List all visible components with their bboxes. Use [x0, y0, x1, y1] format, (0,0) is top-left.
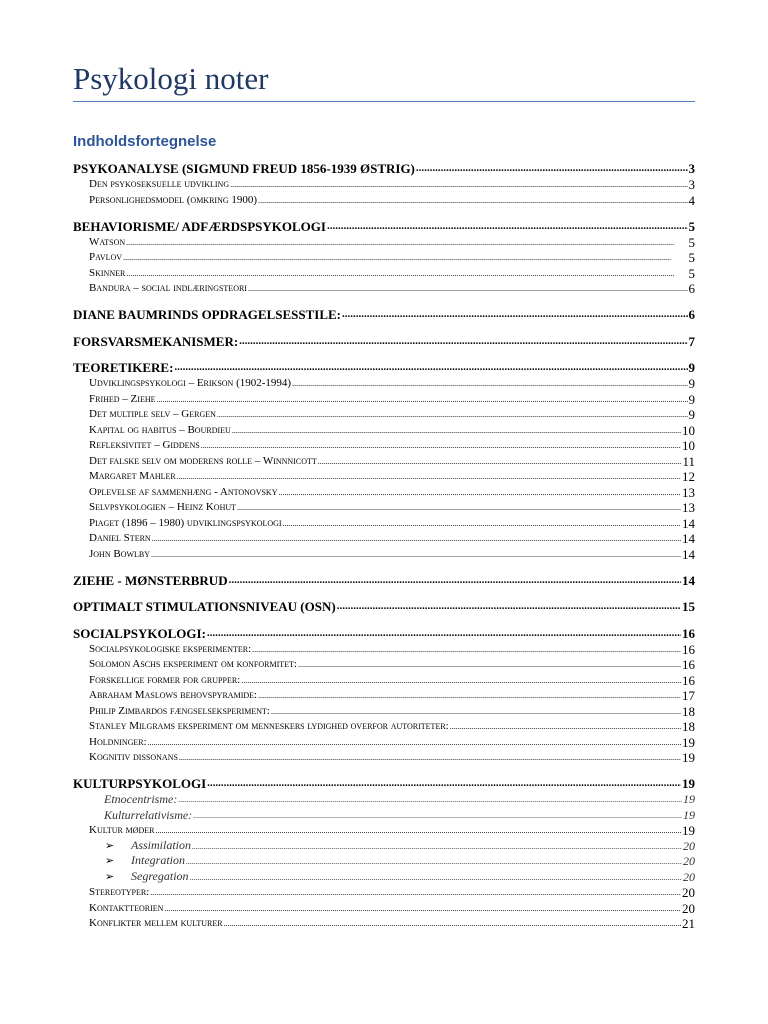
arrow-bullet-icon: ➢	[105, 839, 115, 852]
toc-entry[interactable]	[73, 500, 695, 516]
dot-leader	[179, 750, 681, 766]
toc-entry-title	[89, 177, 229, 193]
toc-page-number: 20	[683, 854, 695, 868]
toc-entry-title	[104, 792, 177, 808]
toc-entry-text: Watson	[89, 235, 126, 248]
dot-leader	[177, 469, 681, 485]
toc-entry-text: OPTIMALT STIMULATIONSNIVEAU (OSN)	[73, 599, 336, 614]
toc-entry[interactable]	[73, 531, 695, 547]
dot-leader	[148, 735, 681, 751]
toc-page-number: 14	[682, 531, 695, 546]
toc-page-number: 15	[682, 599, 695, 614]
toc-page-number: 4	[688, 192, 695, 208]
toc-entry-title	[73, 306, 341, 323]
document-title: Psykologi noter	[73, 61, 269, 96]
toc-entry-text: Piaget (1896 – 1980) udviklingspsykologi	[89, 516, 282, 529]
toc-entry-title	[89, 454, 317, 470]
toc-entry[interactable]	[73, 870, 695, 886]
toc-entry-text: SOCIALPSYKOLOGI:	[73, 625, 206, 641]
toc-heading: Indholdsfortegnelse	[73, 133, 217, 150]
toc-entry[interactable]	[73, 642, 695, 658]
toc-entry-title	[73, 572, 228, 589]
dot-leader	[224, 916, 681, 932]
toc-entry[interactable]	[73, 235, 695, 251]
toc-entry-title	[89, 250, 122, 266]
toc-entry[interactable]	[73, 719, 695, 735]
toc-entry-text: KULTURPSYKOLOGI	[73, 776, 207, 791]
toc-page-number: 16	[682, 625, 695, 641]
dot-leader	[164, 901, 681, 917]
toc-entry[interactable]	[73, 704, 695, 720]
toc-entry-text: Oplevelse af sammenhæng - Antonovsky	[89, 485, 278, 498]
dot-leader	[126, 235, 687, 251]
toc-page-number: 19	[682, 734, 695, 750]
toc-entry[interactable]	[73, 485, 695, 501]
toc-entry-title	[89, 266, 125, 282]
toc-entry[interactable]	[73, 266, 695, 282]
toc-entry-title	[89, 281, 247, 297]
dot-leader	[217, 407, 688, 423]
dot-leader	[123, 250, 687, 266]
toc-entry-text: Philip Zimbardos fængselseksperiment:	[89, 704, 270, 717]
toc-entry-title	[89, 704, 270, 720]
toc-entry-text: Segregation	[131, 868, 189, 883]
arrow-bullet-icon: ➢	[105, 870, 115, 883]
table-of-contents	[73, 160, 695, 932]
toc-entry[interactable]	[73, 376, 695, 392]
dot-leader	[151, 547, 681, 563]
toc-entry-title	[89, 438, 200, 454]
toc-entry-text: Daniel Stern	[89, 532, 151, 544]
toc-entry[interactable]	[73, 625, 695, 642]
toc-page-number: 14	[682, 572, 695, 588]
toc-page-number: 9	[688, 360, 695, 375]
dot-leader	[174, 357, 687, 376]
toc-entry-text: Holdninger:	[89, 735, 147, 748]
toc-entry-title	[105, 853, 185, 870]
toc-entry-text: Konflikter mellem kulturer	[89, 917, 223, 929]
toc-entry-title	[89, 407, 216, 423]
toc-entry-text: Den psykoseksuelle udvikling	[89, 178, 230, 190]
toc-page-number: 5	[688, 234, 695, 250]
toc-entry-text: Forskellige former for grupper:	[89, 673, 241, 686]
dot-leader	[283, 516, 681, 532]
toc-page-number: 9	[688, 376, 695, 391]
toc-page-number: 5	[688, 265, 695, 281]
toc-page-number: 9	[688, 407, 695, 422]
toc-entry[interactable]	[73, 250, 695, 266]
toc-entry-title	[89, 376, 291, 392]
arrow-bullet-icon: ➢	[105, 855, 115, 867]
dot-leader	[157, 392, 688, 408]
toc-page-number: 6	[688, 307, 695, 322]
toc-entry-title	[73, 160, 415, 177]
toc-entry-text: Integration	[131, 853, 185, 867]
dot-leader	[327, 216, 688, 235]
toc-page-number: 18	[682, 719, 695, 734]
toc-page-number: 19	[682, 776, 695, 791]
toc-entry[interactable]	[73, 469, 695, 485]
dot-leader	[232, 423, 681, 439]
toc-entry-text: John Bowlby	[89, 547, 151, 560]
toc-entry-text: Kultur møder	[89, 824, 155, 836]
toc-page-number: 5	[688, 218, 695, 234]
dot-leader	[342, 304, 688, 323]
toc-page-number: 19	[683, 807, 695, 822]
toc-page-number: 3	[688, 161, 695, 176]
toc-page-number: 20	[682, 885, 695, 900]
toc-page-number: 16	[682, 672, 695, 688]
toc-entry-title	[73, 625, 206, 642]
dot-leader	[450, 719, 681, 735]
toc-entry-title	[89, 485, 277, 501]
toc-entry-text: Bandura – social indlæringsteori	[89, 282, 247, 294]
dot-leader	[207, 623, 681, 642]
dot-leader	[192, 838, 682, 855]
dot-leader	[252, 642, 681, 658]
toc-entry-text: Kapital og habitus – Bourdieu	[89, 423, 231, 436]
toc-entry[interactable]	[73, 160, 695, 177]
toc-entry-text: Det falske selv om moderens rolle – Winnnicott	[89, 454, 317, 467]
toc-entry[interactable]	[73, 823, 695, 839]
toc-entry-title	[89, 916, 223, 932]
toc-page-number: 19	[682, 823, 695, 838]
toc-entry[interactable]	[73, 839, 695, 855]
toc-page-number: 10	[682, 438, 695, 453]
toc-entry[interactable]	[73, 750, 695, 766]
toc-entry-text: DIANE BAUMRINDS OPDRAGELSESSTILE:	[73, 307, 341, 322]
dot-leader	[337, 596, 681, 615]
toc-entry-text: Kulturrelativisme:	[104, 807, 193, 822]
toc-entry[interactable]	[73, 673, 695, 689]
toc-entry[interactable]	[73, 407, 695, 423]
toc-entry-text: Stereotyper:	[89, 886, 150, 898]
toc-entry-title	[73, 218, 326, 235]
toc-page-number: 10	[682, 422, 695, 438]
dot-leader	[318, 454, 682, 470]
toc-entry-text: Margaret Mahler	[89, 470, 176, 482]
toc-entry-text: BEHAVIORISME/ ADFÆRDSPSYKOLOGI	[73, 218, 326, 234]
toc-page-number: 16	[682, 657, 695, 672]
toc-entry-text: Socialpsykologiske eksperimenter:	[89, 642, 252, 655]
toc-entry[interactable]	[73, 792, 695, 808]
toc-entry[interactable]	[73, 218, 695, 235]
dot-leader	[271, 704, 681, 720]
dot-leader	[292, 376, 687, 392]
dot-leader	[239, 331, 687, 350]
toc-page-number: 16	[682, 641, 695, 657]
toc-page-number: 14	[682, 515, 695, 531]
dot-leader	[230, 177, 687, 193]
toc-page-number: 19	[683, 792, 695, 806]
toc-entry-title	[105, 838, 191, 855]
toc-page-number: 20	[683, 838, 695, 853]
toc-page-number: 18	[682, 703, 695, 719]
toc-entry-text: Udviklingspsykologi – Erikson (1902-1994)	[89, 377, 292, 389]
toc-entry-title	[89, 469, 176, 485]
toc-entry[interactable]	[73, 193, 695, 209]
toc-entry[interactable]	[73, 333, 695, 350]
toc-entry-text: Abraham Maslows behovspyramide:	[89, 689, 258, 701]
toc-entry-title	[89, 235, 125, 251]
dot-leader	[258, 688, 681, 704]
dot-leader	[229, 570, 681, 589]
toc-entry[interactable]	[73, 735, 695, 751]
dot-leader	[126, 266, 687, 282]
dot-leader	[416, 158, 688, 177]
toc-entry-text: Det multiple selv – Gergen	[89, 408, 216, 420]
toc-entry-text: Kognitiv dissonans	[89, 751, 178, 763]
dot-leader	[190, 869, 682, 886]
toc-entry[interactable]	[73, 359, 695, 376]
toc-page-number: 3	[688, 177, 695, 192]
toc-entry-text: Selvpsykologien – Heinz Kohut	[89, 501, 237, 513]
toc-entry-title	[89, 642, 251, 658]
toc-entry-title	[89, 719, 449, 735]
toc-entry[interactable]	[73, 547, 695, 563]
toc-entry-title	[89, 423, 231, 439]
dot-leader	[186, 853, 682, 870]
toc-page-number: 11	[682, 453, 695, 469]
toc-entry-title	[73, 359, 173, 376]
toc-entry-title	[105, 869, 189, 886]
toc-page-number: 20	[683, 869, 695, 884]
toc-entry[interactable]	[73, 281, 695, 297]
toc-entry-text: Solomon Aschs eksperiment om konformitet:	[89, 658, 297, 670]
dot-leader	[258, 193, 687, 209]
toc-page-number: 21	[682, 916, 695, 931]
toc-entry-text: Stanley Milgrams eksperiment om menneskers lydighed overfor autoriteter:	[89, 720, 449, 732]
toc-entry-text: Frihed – Ziehe	[89, 392, 156, 405]
toc-entry-title	[89, 688, 257, 704]
title-divider	[73, 101, 695, 102]
dot-leader	[193, 807, 682, 824]
toc-page-number: 6	[688, 281, 695, 296]
toc-entry-text: Kontaktteorien	[89, 901, 164, 914]
dot-leader	[156, 823, 681, 839]
toc-page-number: 9	[688, 391, 695, 407]
toc-page-number: 12	[682, 469, 695, 484]
toc-page-number: 7	[688, 333, 695, 349]
toc-page-number: 19	[682, 750, 695, 765]
toc-entry-text: PSYKOANALYSE (SIGMUND FREUD 1856-1939 ØSTRIG)	[73, 161, 415, 176]
toc-page-number: 20	[682, 900, 695, 916]
dot-leader	[248, 281, 688, 297]
toc-entry[interactable]	[73, 901, 695, 917]
toc-entry[interactable]	[73, 423, 695, 439]
dot-leader	[241, 673, 681, 689]
toc-entry-text: Skinner	[89, 266, 126, 279]
toc-entry-title	[89, 392, 156, 408]
dot-leader	[152, 531, 681, 547]
toc-entry-title	[89, 516, 282, 532]
toc-entry-title	[89, 901, 163, 917]
dot-leader	[150, 885, 681, 901]
dot-leader	[201, 438, 681, 454]
toc-entry-title	[89, 735, 147, 751]
toc-entry[interactable]	[73, 572, 695, 589]
dot-leader	[237, 500, 681, 516]
toc-entry[interactable]	[73, 916, 695, 932]
toc-entry-title	[73, 775, 206, 792]
toc-entry-text: Assimilation	[131, 837, 192, 852]
toc-entry-text: FORSVARSMEKANISMER:	[73, 333, 239, 349]
toc-entry[interactable]	[73, 775, 695, 792]
dot-leader	[298, 657, 681, 673]
toc-entry-title	[89, 673, 240, 689]
toc-entry-title	[104, 808, 192, 824]
toc-page-number: 13	[682, 484, 695, 500]
toc-entry[interactable]	[73, 392, 695, 408]
toc-entry[interactable]	[73, 854, 695, 870]
toc-entry-text: ZIEHE - MØNSTERBRUD	[73, 572, 228, 588]
toc-entry[interactable]	[73, 808, 695, 824]
toc-entry-title	[89, 750, 178, 766]
toc-entry-text: Refleksivitet – Giddens	[89, 439, 200, 451]
toc-entry[interactable]	[73, 688, 695, 704]
toc-page-number: 5	[688, 250, 695, 265]
toc-entry[interactable]	[73, 657, 695, 673]
dot-leader	[207, 773, 681, 792]
toc-entry[interactable]	[73, 306, 695, 323]
toc-entry[interactable]	[73, 516, 695, 532]
toc-entry-title	[73, 333, 238, 350]
toc-entry-title	[89, 547, 150, 563]
dot-leader	[278, 485, 681, 501]
toc-entry-text: Etnocentrisme:	[104, 792, 178, 806]
toc-entry-text: Pavlov	[89, 251, 123, 263]
toc-entry-title	[89, 193, 257, 209]
toc-page-number: 17	[682, 688, 695, 703]
toc-entry[interactable]	[73, 177, 695, 193]
toc-page-number: 14	[682, 546, 695, 562]
toc-entry[interactable]	[73, 454, 695, 470]
toc-entry-title	[73, 598, 336, 615]
toc-entry-text: TEORETIKERE:	[73, 360, 174, 375]
toc-entry[interactable]	[73, 885, 695, 901]
toc-entry-text: Personlighedsmodel (omkring 1900)	[89, 193, 258, 206]
toc-entry-title	[89, 657, 297, 673]
toc-entry-title	[89, 531, 151, 547]
dot-leader	[178, 791, 682, 808]
toc-entry[interactable]	[73, 438, 695, 454]
toc-entry-title	[89, 500, 236, 516]
toc-page-number: 13	[682, 500, 695, 515]
toc-entry-title	[89, 823, 155, 839]
toc-entry[interactable]	[73, 598, 695, 615]
toc-entry-title	[89, 885, 149, 901]
